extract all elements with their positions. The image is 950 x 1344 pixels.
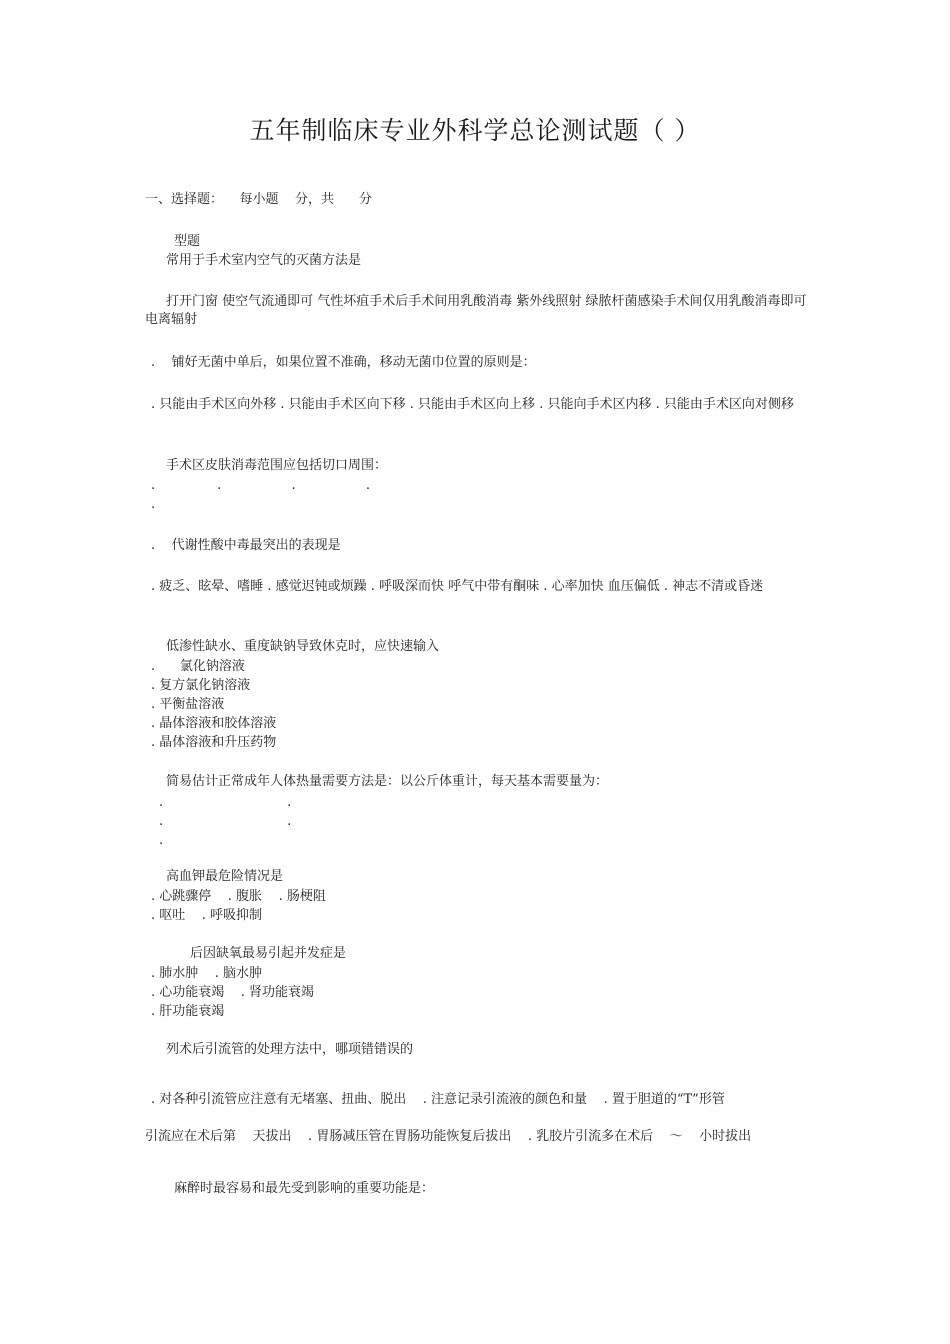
q1-stem: 常用于手术室内空气的灭菌方法是 xyxy=(166,253,362,268)
q3-options-row1: . . . . xyxy=(151,478,371,493)
q5-option-3: . 平衡盐溶液 xyxy=(151,697,225,712)
q9-options-line1: . 对各种引流管应注意有无堵塞、扭曲、脱出 . 注意记录引流液的颜色和量 . 置于胆道的“T”形管 xyxy=(151,1092,725,1107)
section-heading: 一、选择题： 每小题 分，共 分 xyxy=(145,192,372,207)
page-title: 五年制临床专业外科学总论测试题（ ） xyxy=(249,116,701,145)
q5-option-4: . 晶体溶液和胶体溶液 xyxy=(151,716,277,731)
question-type-label: 型题 xyxy=(174,234,201,249)
q5-option-5: . 晶体溶液和升压药物 xyxy=(151,735,277,750)
q7-options-row1: . 心跳骤停 . 腹胀 . 肠梗阻 xyxy=(151,889,326,904)
q4-options: . 疲乏、眩晕、嗜睡 . 感觉迟钝或烦躁 . 呼吸深而快 呼气中带有酮味 . 心率加快 血压偏低 . 神志不清或昏迷 xyxy=(151,579,764,594)
q8-options-row2: . 心功能衰竭 . 肾功能衰竭 xyxy=(151,985,315,1000)
q9-stem: 列术后引流管的处理方法中，哪项错错误的 xyxy=(166,1042,414,1057)
q9-options-line2: 引流应在术后第 天拔出 . 胃肠减压管在胃肠功能恢复后拔出 . 乳胶片引流多在术后 ～ 小时拔出 xyxy=(145,1129,752,1144)
q1-options: 打开门窗 使空气流通即可 气性坏疽手术后手术间用乳酸消毒 紫外线照射 绿脓杆菌感染手术间仅用乳酸消毒即可 电离辐射 xyxy=(145,294,807,327)
q3-options-row2: . xyxy=(151,497,156,512)
q2-options: . 只能由手术区向外移 . 只能由手术区向下移 . 只能由手术区向上移 . 只能向手术区内移 . 只能由手术区向对侧移 xyxy=(151,397,794,412)
q6-options-row3: . xyxy=(159,833,164,848)
q3-stem: 手术区皮肤消毒范围应包括切口周围： xyxy=(166,458,388,473)
q5-stem: 低渗性缺水、重度缺钠导致休克时，应快速输入 xyxy=(166,639,440,654)
q6-options-row2: . . xyxy=(159,814,292,829)
q6-stem: 简易估计正常成年人体热量需要方法是：以公斤体重计，每天基本需要量为： xyxy=(166,774,609,789)
q8-options-row3: . 肝功能衰竭 xyxy=(151,1004,225,1019)
q10-stem: 麻醉时最容易和最先受到影响的重要功能是： xyxy=(174,1181,435,1196)
q5-option-1: . 氯化钠溶液 xyxy=(151,659,245,674)
q4-stem: . 代谢性酸中毒最突出的表现是 xyxy=(151,538,341,553)
q7-options-row2: . 呕吐 . 呼吸抑制 xyxy=(151,908,263,923)
q6-options-row1: . . xyxy=(159,795,292,810)
q8-stem: 后因缺氧最易引起并发症是 xyxy=(190,946,347,961)
q2-stem: . 铺好无菌中单后，如果位置不准确，移动无菌巾位置的原则是： xyxy=(151,355,536,370)
q5-option-2: . 复方氯化钠溶液 xyxy=(151,678,251,693)
q7-stem: 高血钾最危险情况是 xyxy=(166,869,284,884)
q8-options-row1: . 肺水肿 . 脑水肿 xyxy=(151,966,263,981)
